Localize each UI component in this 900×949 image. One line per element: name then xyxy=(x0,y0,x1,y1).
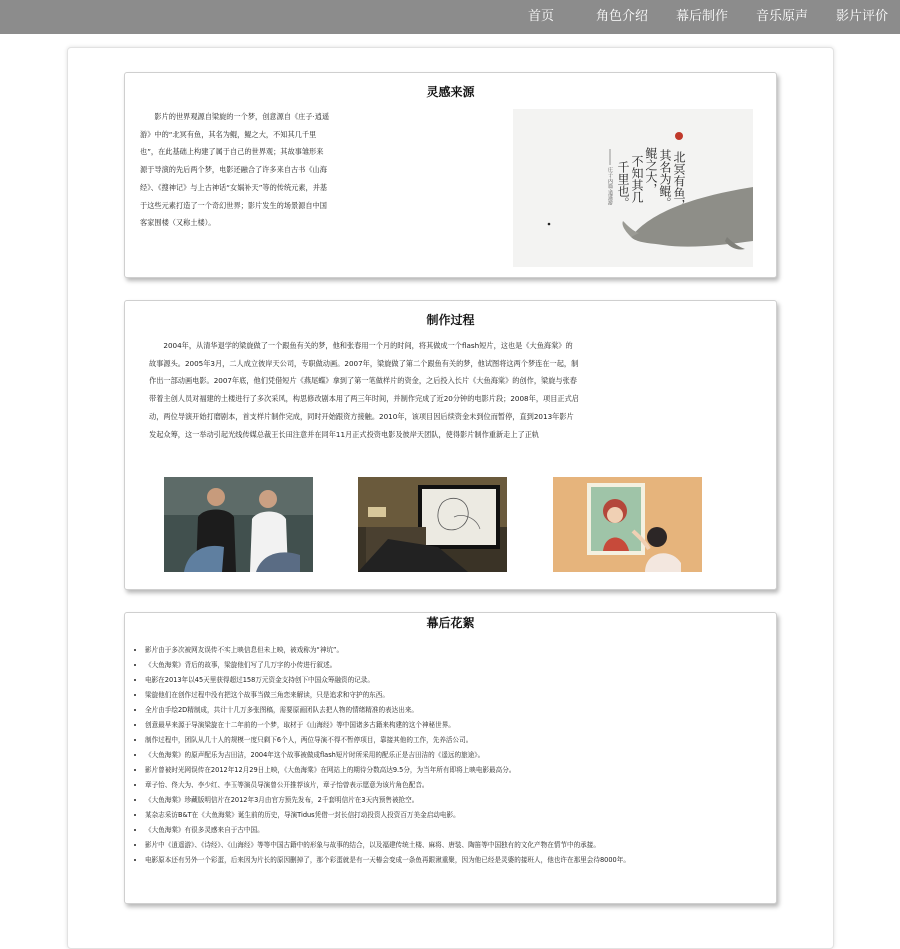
red-seal xyxy=(675,132,683,140)
inspiration-text: 影片的世界观源自梁旋的一个梦，创意源自《庄子·逍遥游》中的“北冥有鱼，其名为鲲，鲲之大，不知其几千里也”，在此基础上构建了属于自己的世界观；其故事雏形来源于导演的先后两个梦，电影还融合了许多来自古书《山海经》、《搜神记》与上古神话“女娲补天”等的传统元素，并基于这些元素打造了一个奇幻世界；影片发生的场景源自中国客家围楼（又称土楼）。 xyxy=(140,112,330,228)
trivia-item: • 全片由手绘2D精制成，共计十几万多张图稿，需要原画团队去把人物的情绪精准的表达出来。 xyxy=(145,703,775,718)
trivia-item: • 电影原本还有另外一个彩蛋，后来因为片长的原因删掉了，那个彩蛋就是有一天椿会变成一条鱼再跟湫重聚，因为他已经是灵婆的接班人，他也许在那里会待8000年。 xyxy=(145,853,775,868)
poem-col-1: 北冥有鱼， xyxy=(672,151,686,211)
trivia-item: • 《大鱼海棠》的原声配乐为吉田洁，2004年这个故事被做成flash短片时所采用的配乐正是吉田洁的《遥远的旅途》。 xyxy=(145,748,775,763)
nav-soundtrack[interactable]: 音乐原声 xyxy=(756,9,809,24)
kun-whale-poem-image xyxy=(513,109,753,267)
poem-col-2: 其名为鲲。 xyxy=(658,149,672,209)
trivia-item: • 影片中《逍遥游》、《诗经》、《山海经》等等中国古籍中的形象与故事的结合，以及福建传统土楼、麻将、唐装、陶笛等中国独有的文化产物在情节中的承接。 xyxy=(145,838,775,853)
nav-characters[interactable]: 角色介绍 xyxy=(596,9,649,24)
trivia-list xyxy=(133,643,775,868)
nav-behind-scenes[interactable]: 幕后制作 xyxy=(676,9,729,24)
poem-col-5: 千里也。 xyxy=(616,161,630,209)
directors-photo xyxy=(164,477,313,572)
behind-scenes-card xyxy=(124,612,777,904)
animator-drawing-photo xyxy=(358,477,507,572)
inspiration-card xyxy=(124,72,777,278)
nav-reviews[interactable]: 影片评价 xyxy=(836,9,889,24)
trivia-item: • 某杂志采访B&T在《大鱼海棠》诞生前的历史，导演Tidus凭借一封长信打动投资人投资百万美金启动电影。 xyxy=(145,808,775,823)
inspiration-title: 灵感来源 xyxy=(426,85,475,99)
top-nav-bar xyxy=(0,0,900,34)
trivia-item: • 《大鱼海棠》珍藏版明信片在2012年3月由官方预先发布，2千套明信片在3天内预售被抢空。 xyxy=(145,793,775,808)
production-text: 2004年，从清华退学的梁旋做了一个跟鱼有关的梦，他和张春用一个月的时间，将其做成一个flash短片，这也是《大鱼海棠》的故事源头。2005年3月，二人成立彼岸天公司，专职做动画。2007年，梁旋做了第二个跟鱼有关的梦，他试图将这两个梦连在一起，制作出一部动画电影。2007年底，他们凭借短片《燕尾蝶》拿到了第一笔做样片的资金，之后投入长片《大鱼海棠》的创作，梁旋与张春带着主创人员对福建的土楼进行了多次采风，构思修改剧本用了两三年时间，并制作完成了近20分钟的电影片段；2008年，项目正式启动，两位导演开始打磨剧本，首支样片制作完成，同时开始跟资方接触。2010年，该项目因后续资金未到位而暂停，直到2013年影片发起众筹，这一举动引起光线传媒总裁王长田注意并在同年11月正式投资电影及彼岸天团队，使得影片制作重新走上了正轨 xyxy=(149,341,579,439)
trivia-item: • 《大鱼海棠》有很多灵感来自于古中国。 xyxy=(145,823,775,838)
behind-scenes-title: 幕后花絮 xyxy=(426,616,475,630)
whale-illustration xyxy=(631,187,753,247)
trivia-item: • 影片曾被时光网误传在2012年12月29日上映，《大鱼海棠》在网站上的期待分数高达9.5分，为当年所有即将上映电影最高分。 xyxy=(145,763,775,778)
trivia-item: • 电影在2013年以45天里获得超过158万元资金支持创下中国众筹融资的记录。 xyxy=(145,673,775,688)
production-title: 制作过程 xyxy=(426,313,475,327)
trivia-item: • 影片由于多次被网友误传不实上映信息但未上映，被戏称为“神坑”。 xyxy=(145,643,775,658)
nav-home[interactable]: 首页 xyxy=(528,9,555,24)
trivia-item: • 《大鱼海棠》背后的故事，梁旋他们写了几万字的小传进行叙述。 xyxy=(145,658,775,673)
child-painting-photo xyxy=(553,477,702,572)
poem-credit: 庄子·内篇·逍遥游 xyxy=(607,167,613,206)
trivia-item: • 章子怡、佟大为、李少红、李玉等演员导演曾公开推荐该片，章子怡曾表示愿意为该片角色配音。 xyxy=(145,778,775,793)
trivia-item: • 创意最早来源于导演梁旋在十二年前的一个梦，取材于《山海经》等中国诸多古籍来构建的这个神秘世界。 xyxy=(145,718,775,733)
poem-col-3: 鲲之大， xyxy=(644,147,658,195)
trivia-item: • 制作过程中，团队从几十人的规模一度只剩下6个人，两位导演不得不暂停项目，靠接其他的工作，先养活公司。 xyxy=(145,733,775,748)
poem-col-4: 不知其几 xyxy=(630,155,644,203)
production-card xyxy=(124,300,777,590)
trivia-item: • 梁旋他们在创作过程中没有把这个故事当做三角恋来解读，只是追求和守护的东西。 xyxy=(145,688,775,703)
